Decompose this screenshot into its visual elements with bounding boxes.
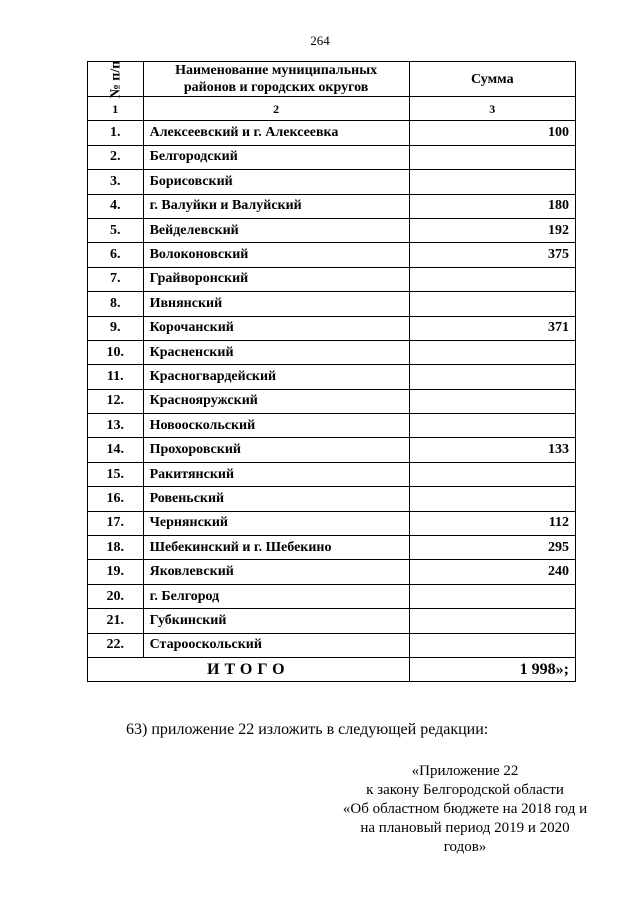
amount: 240 xyxy=(409,560,575,584)
amount: 100 xyxy=(409,121,575,145)
table-row xyxy=(88,584,576,608)
table-row xyxy=(88,170,576,194)
table-row xyxy=(88,560,576,584)
row-number: 20. xyxy=(88,584,144,608)
row-number: 3. xyxy=(88,170,144,194)
table-row xyxy=(88,609,576,633)
table-row xyxy=(88,121,576,145)
district-name: Корочанский xyxy=(143,316,409,340)
appendix-line: годов» xyxy=(443,839,487,855)
table-row xyxy=(88,316,576,340)
table-header-row xyxy=(88,62,576,97)
appendix-line: к закону Белгородской области xyxy=(366,782,564,798)
district-name: Борисовский xyxy=(143,170,409,194)
row-number: 4. xyxy=(88,194,144,218)
amount xyxy=(409,609,575,633)
row-number: 12. xyxy=(88,389,144,413)
row-number: 16. xyxy=(88,487,144,511)
instruction-text: 63) приложение 22 изложить в следующей редакции: xyxy=(126,721,489,738)
table-row xyxy=(88,633,576,657)
row-number: 10. xyxy=(88,340,144,364)
amount xyxy=(409,462,575,486)
row-number: 17. xyxy=(88,511,144,535)
row-number: 8. xyxy=(88,292,144,316)
district-name: Яковлевский xyxy=(143,560,409,584)
amount: 133 xyxy=(409,438,575,462)
table-row xyxy=(88,194,576,218)
budget-table xyxy=(87,61,576,682)
table-body xyxy=(88,121,576,658)
table-row xyxy=(88,267,576,291)
district-name: Краснояружский xyxy=(143,389,409,413)
district-name: Шебекинский и г. Шебекино xyxy=(143,536,409,560)
district-name: Белгородский xyxy=(143,145,409,169)
amount xyxy=(409,633,575,657)
amount: 295 xyxy=(409,536,575,560)
table-row xyxy=(88,292,576,316)
district-name: Ракитянский xyxy=(143,462,409,486)
amount: 180 xyxy=(409,194,575,218)
row-number: 1. xyxy=(88,121,144,145)
district-name: Красненский xyxy=(143,340,409,364)
appendix-line: «Об областном бюджете на 2018 год и xyxy=(342,801,588,817)
column-index-row xyxy=(88,97,576,121)
row-number: 19. xyxy=(88,560,144,584)
district-name: г. Валуйки и Валуйский xyxy=(143,194,409,218)
district-name: Алексеевский и г. Алексеевка xyxy=(143,121,409,145)
header-name: Наименование муниципальных районов и городских округов xyxy=(143,62,409,97)
amount xyxy=(409,584,575,608)
total-sum: 1 998»; xyxy=(409,657,575,681)
amount xyxy=(409,389,575,413)
district-name: Прохоровский xyxy=(143,438,409,462)
appendix-line: «Приложение 22 xyxy=(411,763,519,779)
table-row xyxy=(88,243,576,267)
column-index: 3 xyxy=(409,97,575,121)
amount xyxy=(409,487,575,511)
district-name: Ровеньский xyxy=(143,487,409,511)
row-number: 14. xyxy=(88,438,144,462)
amount xyxy=(409,145,575,169)
row-number: 22. xyxy=(88,633,144,657)
row-number: 11. xyxy=(88,365,144,389)
row-number: 21. xyxy=(88,609,144,633)
amount xyxy=(409,292,575,316)
district-name: Волоконовский xyxy=(143,243,409,267)
amount: 112 xyxy=(409,511,575,535)
table-row xyxy=(88,487,576,511)
header-num xyxy=(88,62,144,97)
district-name: Старооскольский xyxy=(143,633,409,657)
amount xyxy=(409,365,575,389)
total-label: ИТОГО xyxy=(88,657,410,681)
table-row xyxy=(88,438,576,462)
amount: 371 xyxy=(409,316,575,340)
row-number: 7. xyxy=(88,267,144,291)
column-index: 1 xyxy=(88,97,144,121)
header-num-label: № п/п xyxy=(107,60,123,98)
row-number: 9. xyxy=(88,316,144,340)
row-number: 6. xyxy=(88,243,144,267)
district-name: Ивнянский xyxy=(143,292,409,316)
table-row xyxy=(88,145,576,169)
table-row xyxy=(88,511,576,535)
district-name: г. Белгород xyxy=(143,584,409,608)
table-row xyxy=(88,365,576,389)
row-number: 18. xyxy=(88,536,144,560)
district-name: Чернянский xyxy=(143,511,409,535)
table-row xyxy=(88,389,576,413)
district-name: Новооскольский xyxy=(143,414,409,438)
column-index: 2 xyxy=(143,97,409,121)
district-name: Вейделевский xyxy=(143,218,409,242)
district-name: Грайворонский xyxy=(143,267,409,291)
amount xyxy=(409,414,575,438)
amount xyxy=(409,267,575,291)
row-number: 2. xyxy=(88,145,144,169)
page-number: 264 xyxy=(310,33,330,48)
table-row xyxy=(88,340,576,364)
amount: 192 xyxy=(409,218,575,242)
appendix-line: на плановый период 2019 и 2020 xyxy=(360,820,570,836)
district-name: Губкинский xyxy=(143,609,409,633)
appendix-heading xyxy=(330,762,600,857)
table-row xyxy=(88,414,576,438)
amount xyxy=(409,170,575,194)
table-row xyxy=(88,218,576,242)
row-number: 5. xyxy=(88,218,144,242)
row-number: 13. xyxy=(88,414,144,438)
header-sum: Сумма xyxy=(409,62,575,97)
row-number: 15. xyxy=(88,462,144,486)
amount xyxy=(409,340,575,364)
amount: 375 xyxy=(409,243,575,267)
table-row xyxy=(88,536,576,560)
table-row xyxy=(88,462,576,486)
district-name: Красногвардейский xyxy=(143,365,409,389)
total-row xyxy=(88,657,576,681)
